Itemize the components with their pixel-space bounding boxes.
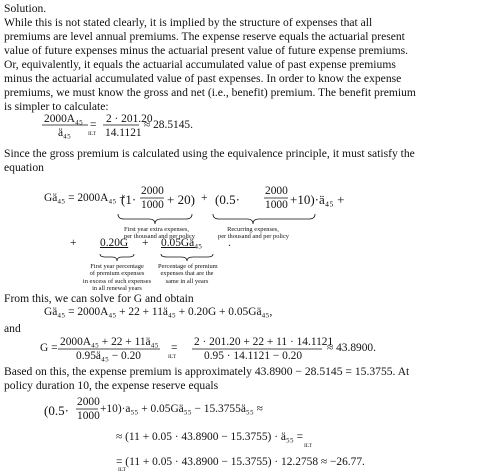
paragraph-line: policy duration 10, the expense reserve equals — [4, 379, 219, 392]
paragraph-line: While this is not stated clearly, it is implied by the structure of expenses that all — [4, 16, 373, 29]
eq6-rest: +10)·a₅₅ + 0.05Gä₅₅ − 15.3755ä₅₅ ≈ — [100, 403, 263, 415]
eq6-open: (0.5· — [44, 403, 69, 418]
paragraph-line: Based on this, the expense premium is approximately 43.8900 − 28.5145 = 15.3755. At — [4, 365, 410, 378]
eq3-term-2: 0.05Gä₄₅ — [161, 237, 203, 249]
eq1-ilt-label: ILT — [88, 131, 97, 137]
paragraph-line: From this, we can solve for G and obtain — [4, 292, 194, 305]
eq3-plus-1: + — [70, 237, 77, 249]
paragraph-line: is simpler to calculate: — [4, 100, 109, 113]
eq2-close-2: +10)·ä₄₅ + — [290, 192, 345, 207]
eq7: ≈ (11 + 0.05 · 43.8900 − 15.3755) · ä₅₅ = — [116, 431, 304, 443]
eq2-plus: + — [201, 192, 208, 204]
eq5-denominator-2: 0.95 · 14.1121 − 0.20 — [204, 350, 303, 362]
eq6-frac-den: 1000 — [77, 410, 100, 422]
eq1-equals: = — [90, 119, 97, 131]
eq3-term-1: 0.20G — [100, 237, 129, 249]
eq5-numerator-2: 2 · 201.20 + 22 + 11 · 14.1121 — [194, 336, 334, 348]
eq1-mid-denominator: 14.1121 — [105, 127, 142, 139]
eq5-denominator: 0.95ä₄₅ − 0.20 — [76, 350, 141, 362]
paragraph-line: and — [4, 322, 21, 335]
eq8: = (11 + 0.05 · 43.8900 − 15.3755) · 12.2758 ≈ −26.77. — [116, 456, 365, 468]
eq4: Gä₄₅ = 2000A₄₅ + 22 + 11ä₄₅ + 0.20G + 0.05Gä₄₅, — [44, 306, 273, 318]
paragraph-line: value of future expenses minus the actuarial present value of future expense premiums. — [4, 44, 409, 57]
eq2-open-1: (1· — [121, 192, 137, 207]
paragraph-line: premiums are level annual premiums. The expense reserve equals the actuarial present — [4, 30, 405, 43]
eq5-numerator: 2000A₄₅ + 22 + 11ä₄₅ — [60, 336, 159, 348]
solution-heading: Solution. — [4, 2, 47, 15]
eq2-open-2: (0.5· — [215, 192, 240, 207]
eq7-ilt-label: ILT — [304, 443, 313, 449]
paragraph-line: Or, equivalently, it equals the actuarial accumulated value of past expense premiums — [4, 58, 396, 71]
eq5-result: ≈ 43.8900. — [327, 342, 376, 354]
eq3-brace2-note: Percentage of premium expenses that are the same in all years — [158, 263, 218, 285]
eq8-ilt-label: ILT — [118, 467, 127, 473]
eq2-frac2-num: 2000 — [265, 185, 288, 197]
eq1-result: ≈ 28.5145. — [144, 119, 193, 131]
eq1-denominator: ä₄₅ — [58, 127, 71, 139]
eq6-frac-num: 2000 — [77, 396, 100, 408]
eq5-lhs: G = — [40, 342, 58, 354]
eq2-frac1-num: 2000 — [141, 185, 164, 197]
paragraph-line: Since the gross premium is calculated using the equivalence principle, it must satisfy the — [4, 147, 415, 160]
eq2-frac1-den: 1000 — [141, 199, 164, 211]
eq5-equals: = — [171, 342, 178, 354]
eq2-lhs: Gä₄₅ = 2000A₄₅ + — [44, 192, 126, 204]
eq5-ilt-label: ILT — [168, 354, 177, 360]
eq2-brace2-note: Recurring expenses, per thousand and per policy — [218, 226, 289, 241]
eq3-brace1-note: First year percentage of premium expenses in excess of such expenses in all renewal years — [82, 263, 152, 293]
paragraph-line: equation — [4, 161, 44, 174]
eq3-period: . — [228, 237, 231, 249]
paragraph-line: minus the actuarial accumulated value of past expenses. In order to know the expense — [4, 72, 402, 85]
eq3-plus-2: + — [142, 237, 149, 249]
eq1-mid-numerator: 2 · 201.20 — [106, 113, 153, 125]
eq2-brace1-note: First year extra expenses, per thousand and per policy — [124, 226, 195, 241]
eq2-close-1: + 20) — [167, 192, 195, 207]
paragraph-line: premiums, we must know the gross and net (i.e., benefit) premium. The benefit premium — [4, 86, 416, 99]
eq1-numerator: 2000A₄₅ — [44, 113, 83, 125]
eq2-frac2-den: 1000 — [265, 199, 288, 211]
